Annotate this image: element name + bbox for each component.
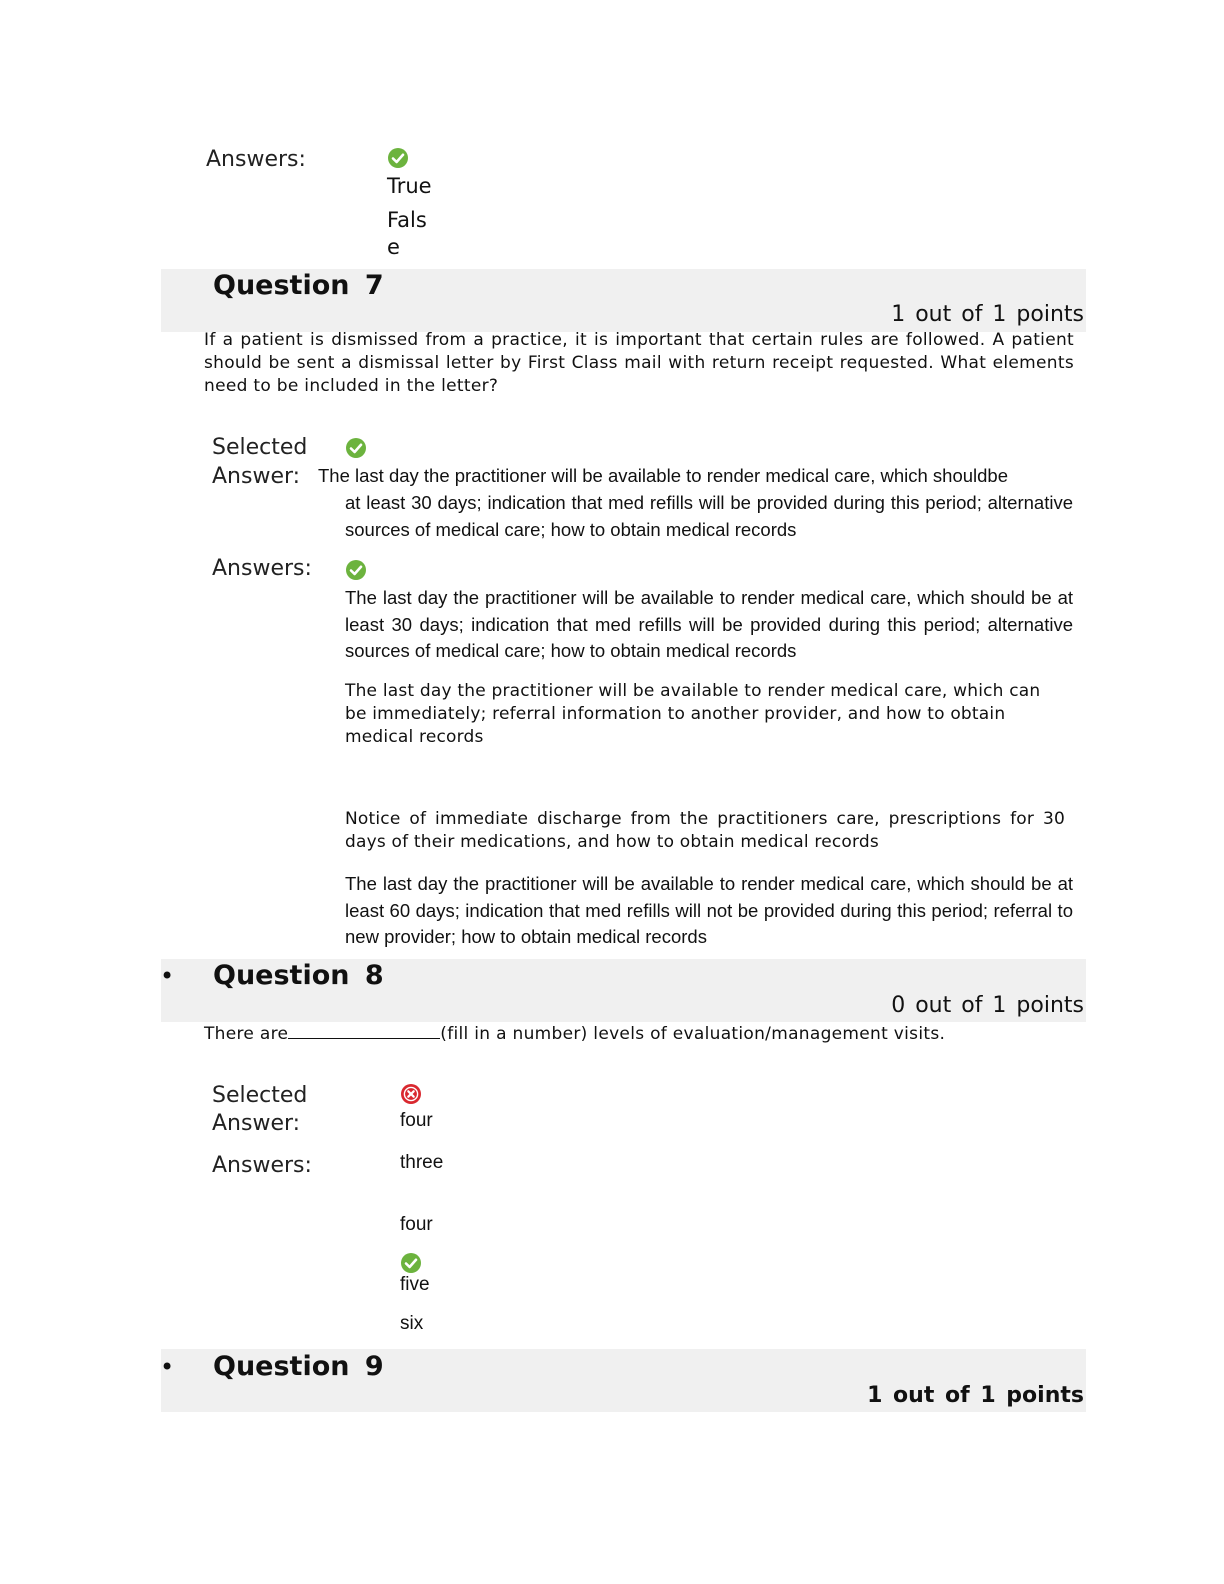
answer-option-2: The last day the practitioner will be available to render medical care, which can be immediately; referral information to another provider, and how to obtain medical records [345, 681, 1041, 747]
answer-option-false: False [387, 208, 427, 259]
answer-option-three: three [400, 1152, 444, 1173]
question-7-points: 1 out of 1 points [891, 302, 1084, 327]
question-8-text [204, 1021, 945, 1046]
question-8-text-after: (fill in a number) levels of evaluation/management visits. [440, 1024, 946, 1044]
correct-check-icon [401, 1253, 421, 1273]
answer-label: Answer: [212, 464, 301, 489]
fill-in-blank [288, 1021, 440, 1039]
correct-check-icon [388, 148, 408, 168]
selected-label: Selected [212, 1083, 308, 1108]
question-7-text: If a patient is dismissed from a practice, it is important that certain rules are followed. A patient should be sent a dismissal letter by First Class mail with return receipt requested. What elements need to be included in the letter? [204, 330, 1074, 396]
question-9-bullet: • [160, 1353, 175, 1381]
selected-answer: four [400, 1110, 433, 1131]
selected-answer-line-1: The last day the practitioner will be available to render medical care, which shouldbe [318, 465, 1009, 486]
selected-label: Selected [212, 435, 308, 460]
question-8-title: Question 8 [213, 960, 384, 991]
answers-label: Answers: [212, 1153, 312, 1178]
correct-check-icon [346, 560, 366, 580]
answer-option-3: Notice of immediate discharge from the practitioners care, prescriptions for 30 days of their medications, and how to obtain medical records [345, 809, 1065, 852]
question-9-title: Question 9 [213, 1351, 384, 1382]
answer-option-1: The last day the practitioner will be available to render medical care, which should be at least 30 days; indication that med refills will be provided during this period; alternative sources of medical care; how to obtain medical records [345, 587, 1073, 661]
question-8-points: 0 out of 1 points [891, 993, 1084, 1018]
correct-check-icon [346, 438, 366, 458]
question-9-points: 1 out of 1 points [867, 1383, 1084, 1408]
selected-answer-continued: at least 30 days; indication that med refills will be provided during this period; alternative sources of medical care; how to obtain medical records [345, 492, 1073, 540]
answer-option-true: True [387, 174, 432, 198]
question-8-bullet: • [160, 962, 175, 990]
answer-option-4: The last day the practitioner will be available to render medical care, which should be at least 60 days; indication that med refills will not be provided during this period; referral to new provider; how to obtain medical records [345, 873, 1073, 947]
answers-label: Answers: [206, 147, 306, 172]
question-8-text-before: There are [204, 1024, 289, 1044]
answer-option-five: five [400, 1274, 430, 1295]
answer-option-six: six [400, 1313, 424, 1334]
question-7-title: Question 7 [213, 270, 384, 301]
answer-option-four: four [400, 1214, 433, 1235]
answers-label: Answers: [212, 556, 312, 581]
answer-label: Answer: [212, 1111, 301, 1136]
incorrect-x-icon [401, 1084, 421, 1104]
